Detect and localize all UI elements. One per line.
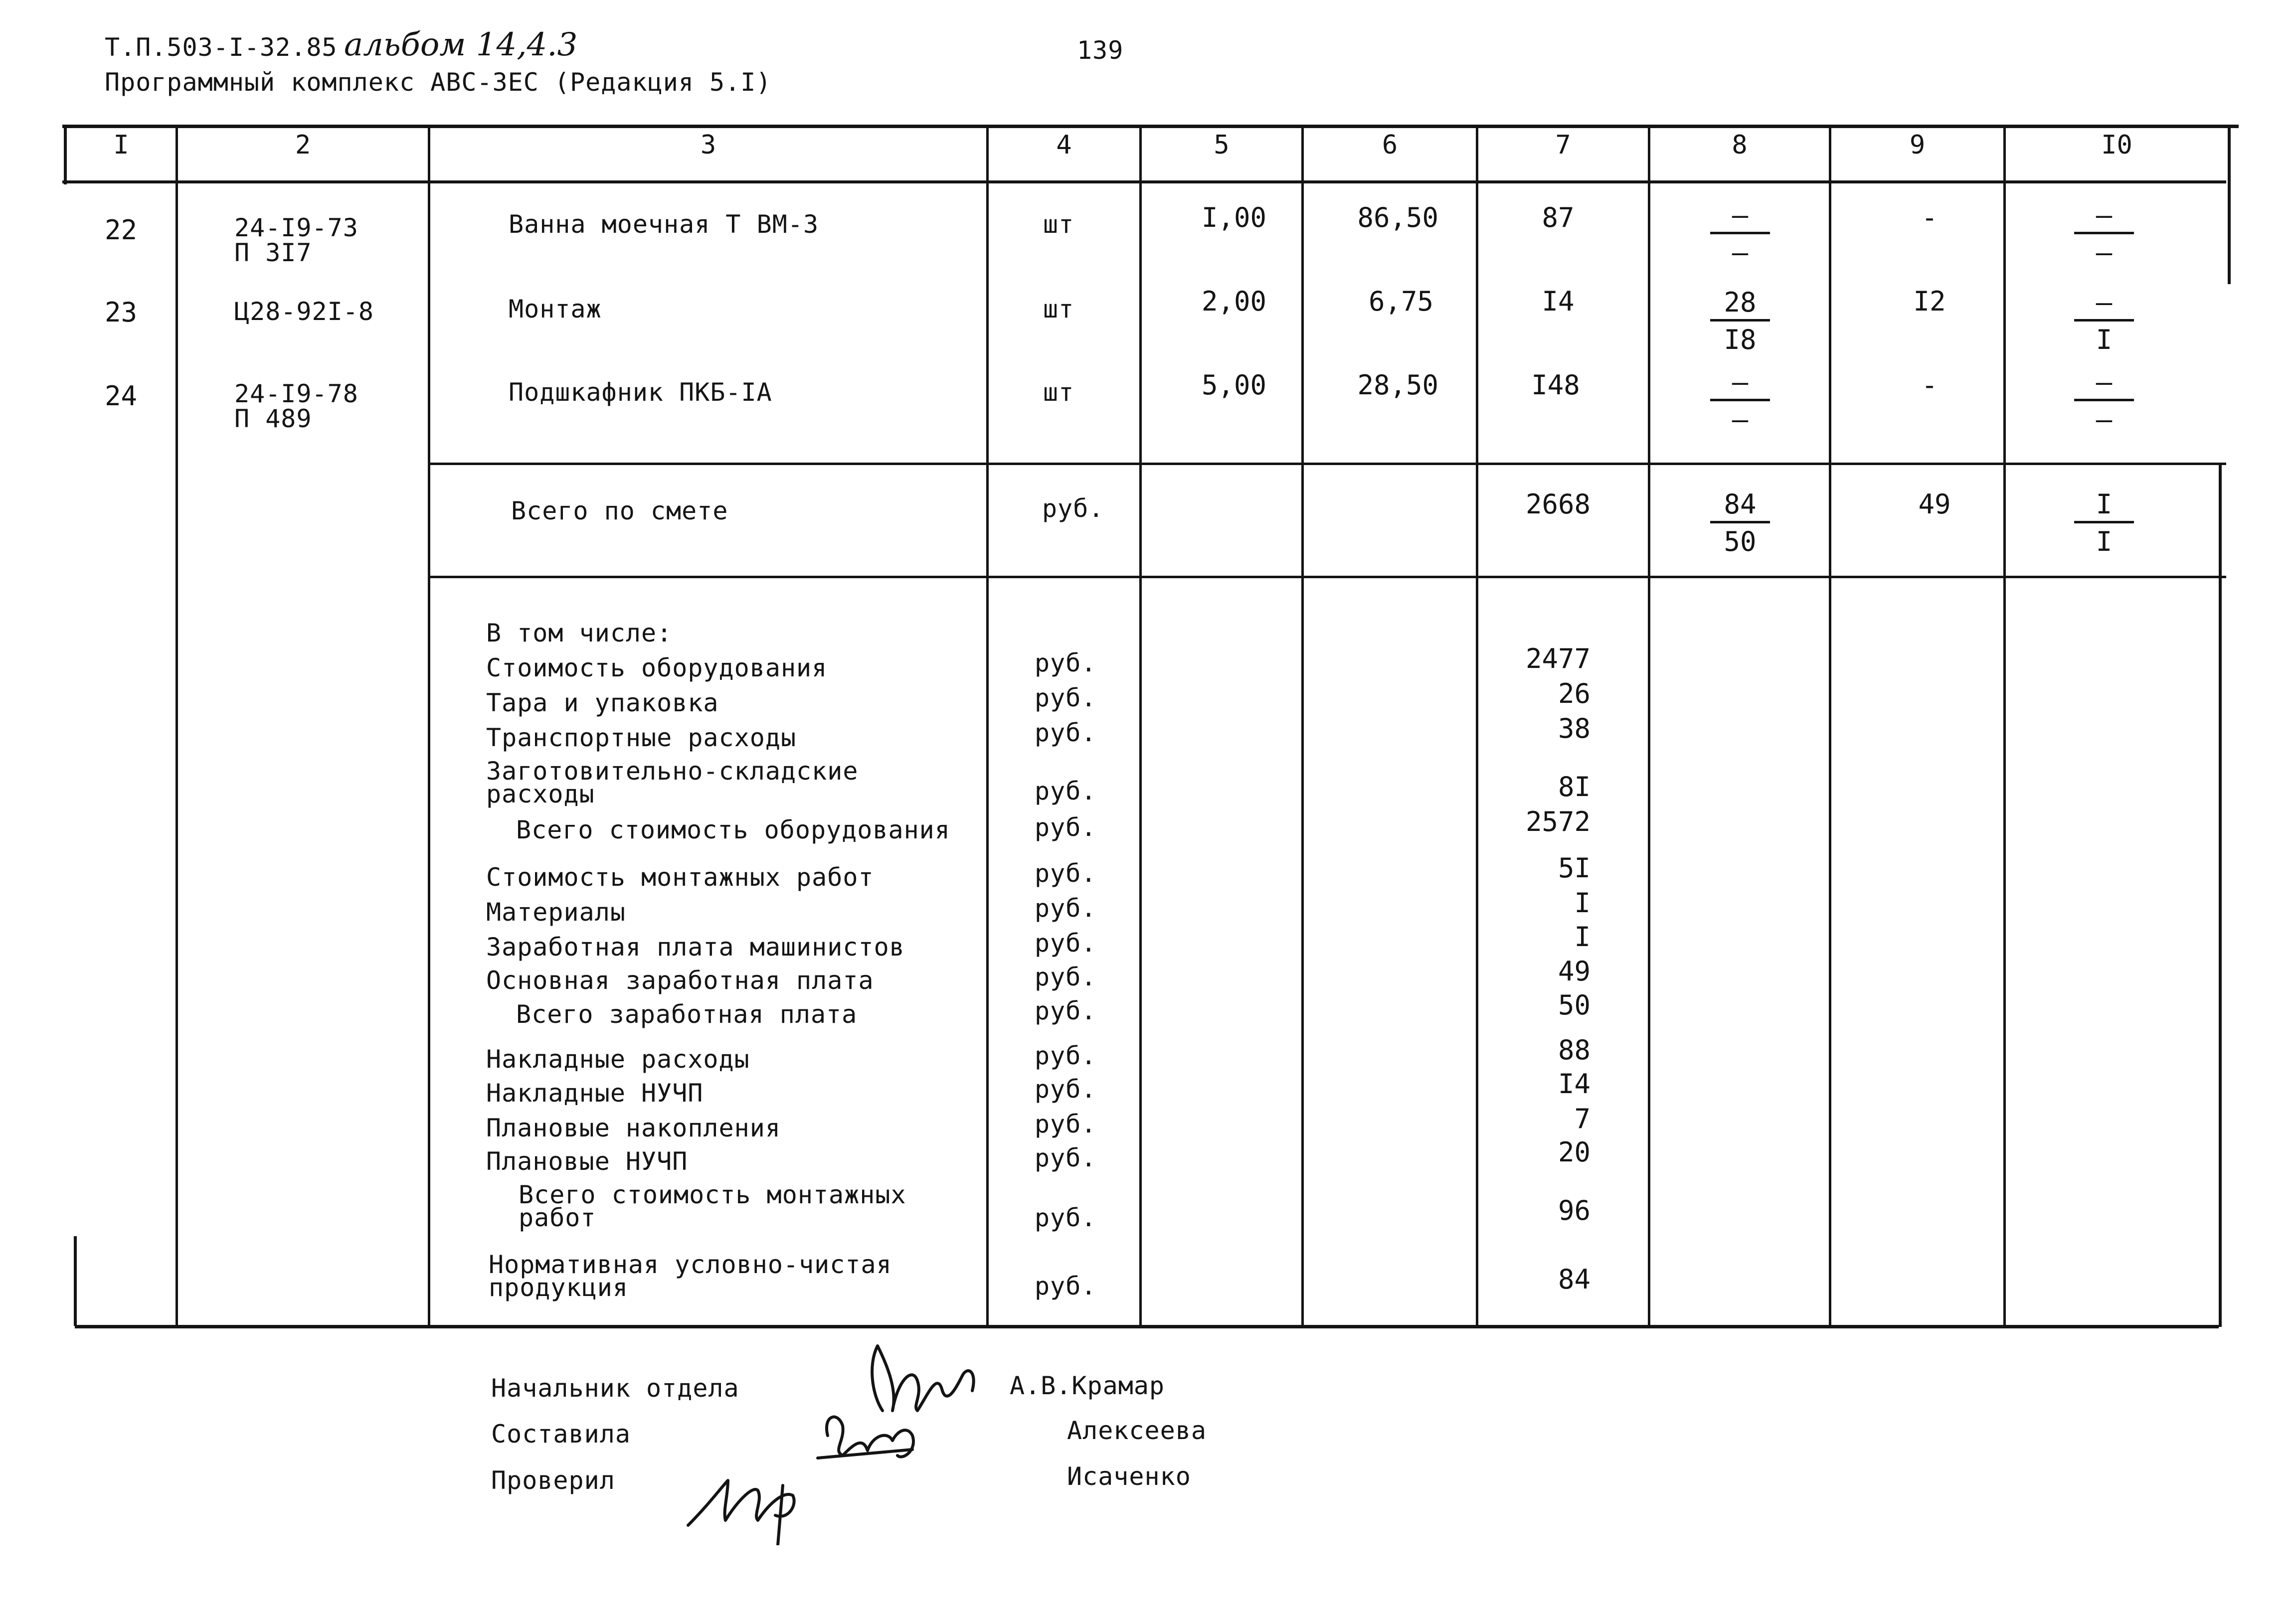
fraction-bar — [1710, 521, 1770, 523]
fraction-numerator: – — [2096, 366, 2113, 398]
fraction-numerator: – — [1732, 199, 1749, 231]
column-divider — [986, 125, 989, 1327]
breakdown-value: 5I — [1558, 852, 1590, 884]
row-unit: шт — [1043, 295, 1074, 324]
breakdown-value: 2572 — [1525, 806, 1590, 837]
fraction-numerator: 84 — [1724, 488, 1757, 520]
row-unit: шт — [1043, 378, 1074, 407]
breakdown-label: Всего заработная плата — [516, 1000, 858, 1029]
breakdown-label: Заработная плата машинистов — [486, 933, 905, 962]
breakdown-unit: руб. — [1035, 1110, 1097, 1138]
album-handwritten-note: альбом 14,4.3 — [344, 26, 578, 63]
total-col10-fraction — [2074, 488, 2134, 557]
row-name: Подшкафник ПКБ-IА — [509, 378, 772, 407]
row-col10-fraction — [2074, 199, 2134, 268]
row-code-secondary: П 489 — [234, 404, 312, 433]
breakdown-value: 8I — [1558, 771, 1590, 803]
row-col9: - — [1921, 369, 1938, 401]
row-unit: шт — [1043, 210, 1074, 239]
breakdown-label: Стоимость оборудования — [486, 653, 828, 682]
column-header: 2 — [295, 130, 311, 160]
document-subtitle: Программный комплекс АВС-3ЕС (Редакция 5.I) — [105, 68, 772, 97]
breakdown-label-continued: продукция — [489, 1273, 628, 1302]
breakdown-label: Плановые накопления — [486, 1114, 781, 1142]
row-total: I48 — [1531, 369, 1580, 401]
row-price: 28,50 — [1357, 369, 1438, 401]
row-quantity: 2,00 — [1201, 286, 1266, 317]
breakdown-label: Нормативная условно-чистая — [489, 1250, 892, 1279]
row-total: I4 — [1542, 286, 1575, 317]
table-right-border — [2228, 125, 2231, 284]
breakdown-label: Стоимость монтажных работ — [486, 863, 874, 892]
column-header: I0 — [2101, 130, 2132, 160]
fraction-denominator: – — [1732, 237, 1749, 268]
breakdown-value: 84 — [1558, 1264, 1590, 1295]
column-header: 4 — [1056, 130, 1072, 160]
signature-name: Исаченко — [1067, 1462, 1191, 1491]
breakdown-label: Материалы — [486, 898, 626, 927]
fraction-denominator: – — [2096, 237, 2113, 268]
row-code-secondary: П 3I7 — [234, 238, 312, 267]
breakdown-label: Тара и упаковка — [486, 688, 719, 717]
row-col10-fraction — [2074, 366, 2134, 435]
breakdown-label: Основная заработная плата — [486, 966, 874, 995]
breakdown-unit: руб. — [1035, 963, 1097, 991]
total-top-border — [429, 463, 2226, 465]
row-code: 24-I9-73 — [234, 213, 358, 242]
breakdown-value: 96 — [1558, 1195, 1590, 1226]
breakdown-value: 38 — [1558, 713, 1590, 744]
column-header: 6 — [1382, 130, 1398, 160]
row-total: 87 — [1542, 202, 1575, 233]
breakdown-unit: руб. — [1035, 1041, 1097, 1070]
breakdown-unit: руб. — [1035, 1143, 1097, 1172]
row-col8-fraction — [1710, 366, 1770, 435]
breakdown-unit: руб. — [1035, 1203, 1097, 1232]
total-col8-fraction — [1710, 488, 1770, 557]
page-number: 139 — [1077, 36, 1124, 65]
breakdown-label: Заготовительно-складские — [486, 757, 859, 786]
total-label: Всего по смете — [511, 496, 728, 525]
row-code: Ц28-92I-8 — [234, 297, 374, 326]
signature-role: Проверил — [491, 1466, 615, 1495]
column-header: 9 — [1909, 130, 1926, 160]
breakdown-value: 88 — [1558, 1034, 1590, 1066]
fraction-numerator: 28 — [1724, 287, 1757, 318]
signature-role: Составила — [491, 1420, 631, 1449]
row-col8-fraction — [1710, 289, 1770, 353]
column-divider — [1476, 125, 1478, 1327]
row-code: 24-I9-78 — [234, 379, 358, 408]
row-name: Монтаж — [509, 295, 602, 324]
signature-name: А.В.Крамар — [1010, 1371, 1165, 1400]
column-divider — [1648, 125, 1650, 1327]
column-header: 8 — [1732, 130, 1748, 160]
breakdown-value: 20 — [1558, 1136, 1590, 1168]
column-header: I — [113, 130, 129, 160]
breakdown-label: Всего стоимость оборудования — [516, 815, 950, 844]
column-divider — [176, 125, 178, 1327]
row-number: 23 — [105, 297, 138, 328]
breakdown-unit: руб. — [1035, 1075, 1097, 1104]
fraction-numerator: – — [2096, 287, 2113, 318]
breakdown-value: I — [1574, 921, 1590, 953]
column-header: 5 — [1214, 130, 1230, 160]
column-divider — [2003, 125, 2006, 1327]
row-price: 6,75 — [1368, 286, 1433, 317]
fraction-denominator: – — [2096, 404, 2113, 435]
column-divider — [428, 125, 430, 1327]
fraction-bar — [2074, 521, 2134, 523]
row-col9: - — [1921, 202, 1938, 233]
breakdown-unit: руб. — [1035, 859, 1097, 888]
breakdown-unit: руб. — [1035, 648, 1097, 677]
breakdown-unit: руб. — [1035, 929, 1097, 958]
row-col10-fraction — [2074, 289, 2134, 353]
row-number: 22 — [105, 214, 138, 246]
fraction-denominator: – — [1732, 404, 1749, 435]
breakdown-heading: В том числе: — [486, 619, 673, 648]
breakdown-label: Плановые НУЧП — [486, 1147, 688, 1176]
breakdown-unit: руб. — [1035, 894, 1097, 923]
breakdown-unit: руб. — [1035, 1272, 1097, 1300]
table-right-border-lower — [2219, 463, 2222, 1327]
breakdown-value: I — [1574, 887, 1590, 919]
breakdown-value: I4 — [1558, 1068, 1590, 1100]
total-value: 2668 — [1525, 488, 1591, 520]
breakdown-label: Накладные расходы — [486, 1045, 750, 1074]
handwritten-signatures — [678, 1336, 1007, 1545]
breakdown-unit: руб. — [1035, 718, 1097, 747]
breakdown-label-continued: расходы — [486, 780, 595, 809]
fraction-denominator: I — [2096, 526, 2113, 557]
column-header: 7 — [1555, 130, 1571, 160]
fraction-numerator: – — [2096, 199, 2113, 231]
fraction-denominator: I — [2096, 324, 2113, 355]
fraction-numerator: I — [2096, 488, 2113, 520]
table-left-border-lower — [74, 1236, 77, 1326]
total-bottom-border — [429, 576, 2226, 578]
table-bottom-border — [75, 1325, 2219, 1328]
breakdown-value: 49 — [1558, 956, 1590, 987]
breakdown-unit: руб. — [1035, 996, 1097, 1025]
fraction-denominator: I8 — [1724, 324, 1757, 355]
row-col9: I2 — [1913, 286, 1946, 317]
breakdown-label-continued: работ — [519, 1203, 596, 1232]
breakdown-unit: руб. — [1035, 777, 1097, 806]
breakdown-label: Транспортные расходы — [486, 723, 797, 752]
breakdown-value: 7 — [1574, 1103, 1590, 1134]
fraction-bar — [2074, 319, 2134, 322]
total-col9: 49 — [1918, 488, 1951, 520]
fraction-bar — [1710, 319, 1770, 322]
breakdown-unit: руб. — [1035, 813, 1097, 842]
fraction-numerator: – — [1732, 366, 1749, 398]
breakdown-value: 2477 — [1525, 643, 1590, 674]
fraction-bar — [1710, 232, 1770, 234]
row-quantity: 5,00 — [1201, 369, 1266, 401]
fraction-bar — [2074, 232, 2134, 234]
total-unit: руб. — [1042, 494, 1104, 523]
row-number: 24 — [105, 380, 138, 412]
signature-name: Алексеева — [1067, 1416, 1207, 1445]
breakdown-value: 50 — [1558, 989, 1590, 1021]
fraction-bar — [2074, 399, 2134, 401]
table-top-border — [62, 125, 2239, 128]
breakdown-value: 26 — [1558, 678, 1590, 709]
column-divider — [1829, 125, 1831, 1327]
fraction-bar — [1710, 399, 1770, 401]
fraction-denominator: 50 — [1724, 526, 1757, 557]
row-price: 86,50 — [1357, 202, 1438, 233]
row-name: Ванна моечная Т ВМ-3 — [509, 210, 819, 239]
breakdown-label: Всего стоимость монтажных — [519, 1180, 906, 1209]
row-col8-fraction — [1710, 199, 1770, 268]
row-quantity: I,00 — [1201, 202, 1266, 233]
signature-role: Начальник отдела — [491, 1374, 739, 1403]
document-code: Т.П.503-I-32.85 — [105, 33, 338, 62]
header-bottom-border — [62, 180, 2226, 183]
breakdown-unit: руб. — [1035, 683, 1097, 712]
column-header: 3 — [700, 130, 716, 160]
breakdown-label: Накладные НУЧП — [486, 1079, 704, 1108]
